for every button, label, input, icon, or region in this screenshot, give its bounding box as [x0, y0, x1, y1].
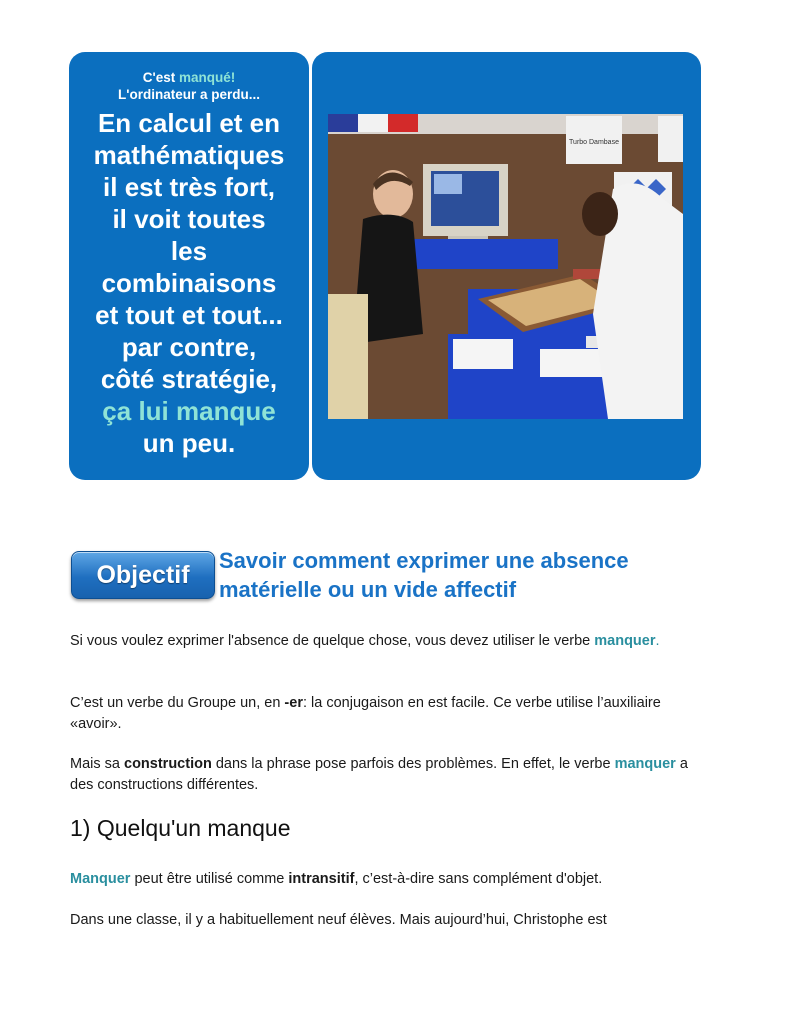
banner-big-line: mathématiques [93, 140, 285, 170]
banner-line-2: L'ordinateur a perdu... [118, 87, 260, 102]
paragraph-5: Dans une classe, il y a habituellement neuf élèves. Mais aujourd’hui, Christophe est [70, 912, 607, 928]
banner-photo-panel [312, 52, 701, 480]
paragraph-1: Si vous voulez exprimer l'absence de quelque chose, vous devez utiliser le verbe manquer. [70, 633, 660, 649]
keyword-manquer: manquer [594, 633, 656, 649]
banner-big-line: il voit toutes [112, 204, 266, 234]
banner-big-line: et tout et tout... [95, 300, 283, 330]
checkers-match-photo [328, 114, 683, 419]
keyword-er: -er [284, 695, 303, 711]
banner-big-line: côté stratégie, [100, 364, 278, 394]
keyword-manquer: Manquer [70, 871, 131, 887]
keyword-manquer: manquer [614, 756, 676, 772]
banner-big-line: combinaisons [101, 268, 277, 298]
paragraph-4: Manquer peut être utilisé comme intransitif, c’est-à-dire sans complément d'objet. [70, 871, 603, 887]
keyword-construction: construction [124, 756, 212, 772]
photo-illustration [328, 114, 683, 419]
banner-big-line: un peu. [142, 428, 236, 458]
keyword-intransitif: intransitif [288, 871, 355, 887]
banner-big-text [69, 107, 309, 459]
section-heading: 1) Quelqu'un manque [70, 815, 291, 841]
objective-title: Savoir comment exprimer une absence matérielle ou un vide affectif [219, 548, 629, 602]
monitor-sign-text: Turbo Dambase [569, 139, 619, 146]
banner-text-panel [69, 52, 309, 480]
banner-big-highlight: ça lui manque [102, 396, 276, 426]
banner-highlight: manqué! [178, 70, 236, 85]
paragraph-3: Mais sa construction dans la phrase pose parfois des problèmes. En effet, le verbe manquer a des constructions différentes. [70, 756, 688, 793]
banner-big-line: les [170, 236, 208, 266]
banner-big-line: il est très fort, [103, 172, 275, 202]
banner-big-line: par contre, [121, 332, 257, 362]
banner-big-line: En calcul et en [97, 108, 281, 138]
paragraph-2: C’est un verbe du Groupe un, en -er: la conjugaison en est facile. Ce verbe utilise l’auxiliaire «avoir». [70, 695, 661, 732]
objectif-button[interactable]: Objectif [71, 551, 215, 599]
banner-line-1: C'est manqué! [142, 70, 236, 85]
